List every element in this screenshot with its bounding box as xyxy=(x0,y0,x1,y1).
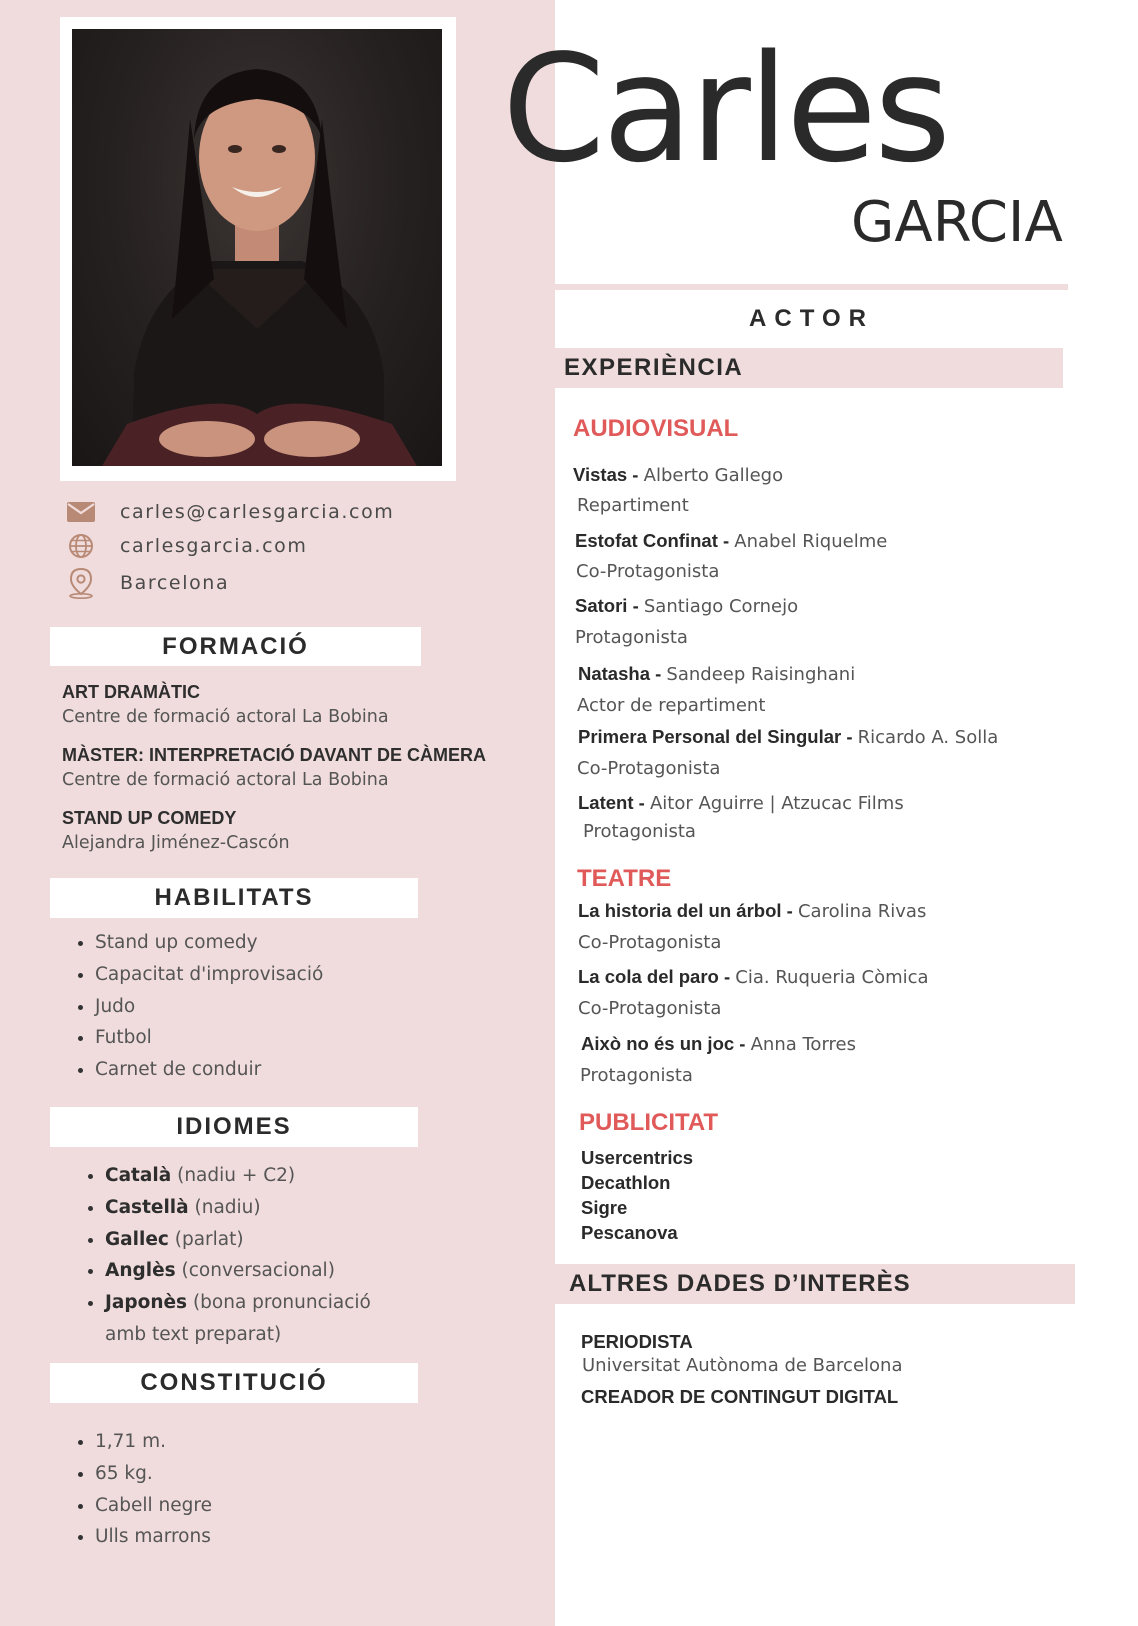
languages-heading: IDIOMES xyxy=(50,1107,418,1147)
skill-item: • Capacitat d'improvisació xyxy=(95,959,323,991)
credit-role: Repartiment xyxy=(577,495,689,516)
credit-role: Co-Protagonista xyxy=(577,758,721,779)
advertising-item: Usercentrics xyxy=(581,1147,694,1168)
website-text[interactable]: carlesgarcia.com xyxy=(120,535,308,557)
skill-item: • Stand up comedy xyxy=(95,927,323,959)
education-place: Centre de formació actoral La Bobina xyxy=(62,707,389,727)
build-item: • Ulls marrons xyxy=(95,1521,212,1553)
contact-website xyxy=(66,531,308,561)
credit-title-line xyxy=(575,530,887,552)
credit-title: Vistas - xyxy=(573,464,644,485)
language-name: Anglès xyxy=(105,1260,176,1282)
header-divider xyxy=(555,284,1068,290)
credit-title-line xyxy=(581,1033,856,1055)
envelope-icon xyxy=(66,497,96,527)
credit-director: Anna Torres xyxy=(750,1034,856,1055)
credit-title-line xyxy=(573,464,783,486)
credit-director: Ricardo A. Solla xyxy=(857,727,999,748)
language-level: (conversacional) xyxy=(175,1260,335,1282)
other-detail: Universitat Autònoma de Barcelona xyxy=(582,1355,903,1376)
credit-director: Cia. Ruqueria Còmica xyxy=(735,967,929,988)
language-level: (nadiu + C2) xyxy=(171,1165,296,1186)
other-title: PERIODISTA xyxy=(581,1331,693,1352)
build-heading: CONSTITUCIÓ xyxy=(50,1363,418,1403)
build-item: • Cabell negre xyxy=(95,1490,212,1522)
language-name: Japonès xyxy=(105,1292,188,1314)
advertising-heading: PUBLICITAT xyxy=(579,1109,719,1136)
other-title: CREADOR DE CONTINGUT DIGITAL xyxy=(581,1386,899,1407)
credit-role: Co-Protagonista xyxy=(578,998,722,1019)
skills-heading: HABILITATS xyxy=(50,878,418,918)
education-place: Alejandra Jiménez-Cascón xyxy=(62,833,290,853)
other-heading: ALTRES DADES D’INTERÈS xyxy=(555,1264,1075,1304)
education-item xyxy=(62,808,290,853)
skill-item: • Carnet de conduir xyxy=(95,1054,323,1086)
credit-director: Sandeep Raisinghani xyxy=(666,664,856,685)
contact-email xyxy=(66,497,395,527)
credit-title: Estofat Confinat - xyxy=(575,530,735,551)
credit-title: Latent - xyxy=(578,792,650,813)
language-level-cont: amb text preparat) xyxy=(105,1323,282,1345)
credit-title-line xyxy=(578,726,998,748)
language-level: (nadiu) xyxy=(188,1196,261,1218)
credit-title-line xyxy=(578,792,904,814)
credit-role: Co-Protagonista xyxy=(578,932,722,953)
education-title: MÀSTER: INTERPRETACIÓ DAVANT DE CÀMERA xyxy=(62,745,486,765)
credit-director: Aitor Aguirre | Atzucac Films xyxy=(649,793,904,814)
education-item xyxy=(62,682,389,727)
first-name: Carles xyxy=(502,23,949,195)
credit-title: Satori - xyxy=(575,595,644,616)
credit-role: Protagonista xyxy=(583,821,696,842)
language-item xyxy=(105,1255,371,1287)
credit-role: Protagonista xyxy=(575,627,688,648)
language-level: (parlat) xyxy=(168,1228,244,1250)
location-text: Barcelona xyxy=(120,572,230,594)
credit-title-line xyxy=(575,595,798,617)
education-title: STAND UP COMEDY xyxy=(62,808,237,828)
credit-role: Actor de repartiment xyxy=(577,695,766,716)
credit-title: La cola del paro - xyxy=(578,966,736,987)
credit-title-line xyxy=(578,900,926,922)
education-place: Centre de formació actoral La Bobina xyxy=(62,770,389,790)
credit-title: Això no és un joc - xyxy=(581,1033,751,1054)
skill-item: • Futbol xyxy=(95,1022,323,1054)
map-pin-icon xyxy=(66,568,96,598)
credit-title: La historia del un árbol - xyxy=(578,900,798,921)
theatre-heading: TEATRE xyxy=(577,865,672,892)
credit-title-line xyxy=(578,663,855,685)
credit-title: Primera Personal del Singular - xyxy=(578,726,858,747)
languages-list xyxy=(83,1160,371,1351)
language-item xyxy=(105,1287,371,1351)
email-text[interactable]: carles@carlesgarcia.com xyxy=(120,501,395,523)
language-name: Castellà xyxy=(105,1196,189,1218)
language-name: Gallec xyxy=(105,1228,169,1250)
language-item xyxy=(105,1160,371,1192)
education-item xyxy=(62,745,486,790)
experience-heading: EXPERIÈNCIA xyxy=(555,348,1063,388)
language-name: Català xyxy=(105,1165,172,1186)
education-title: ART DRAMÀTIC xyxy=(62,682,200,702)
globe-icon xyxy=(66,531,96,561)
advertising-item: Sigre xyxy=(581,1197,628,1218)
build-list xyxy=(73,1426,212,1553)
role-title: ACTOR xyxy=(749,305,874,332)
credit-director: Santiago Cornejo xyxy=(643,596,799,617)
audiovisual-heading: AUDIOVISUAL xyxy=(573,415,739,442)
credit-title: Natasha - xyxy=(578,663,667,684)
advertising-item: Decathlon xyxy=(581,1172,671,1193)
credit-director: Carolina Rivas xyxy=(797,901,927,922)
last-name: GARCIA xyxy=(851,190,1063,255)
build-item: • 65 kg. xyxy=(95,1458,212,1490)
advertising-item: Pescanova xyxy=(581,1222,678,1243)
language-level: (bona pronunciació xyxy=(187,1292,371,1314)
credit-title-line xyxy=(578,966,929,988)
contact-location xyxy=(66,568,230,598)
skill-item: • Judo xyxy=(95,991,323,1023)
credit-director: Anabel Riquelme xyxy=(734,531,888,552)
build-item: • 1,71 m. xyxy=(95,1426,212,1458)
education-heading: FORMACIÓ xyxy=(50,627,421,666)
credit-role: Protagonista xyxy=(580,1065,693,1086)
credit-director: Alberto Gallego xyxy=(643,465,784,486)
language-item xyxy=(105,1192,371,1224)
language-item xyxy=(105,1224,371,1256)
skills-list xyxy=(73,927,323,1086)
profile-photo xyxy=(72,29,442,466)
credit-role: Co-Protagonista xyxy=(576,561,720,582)
